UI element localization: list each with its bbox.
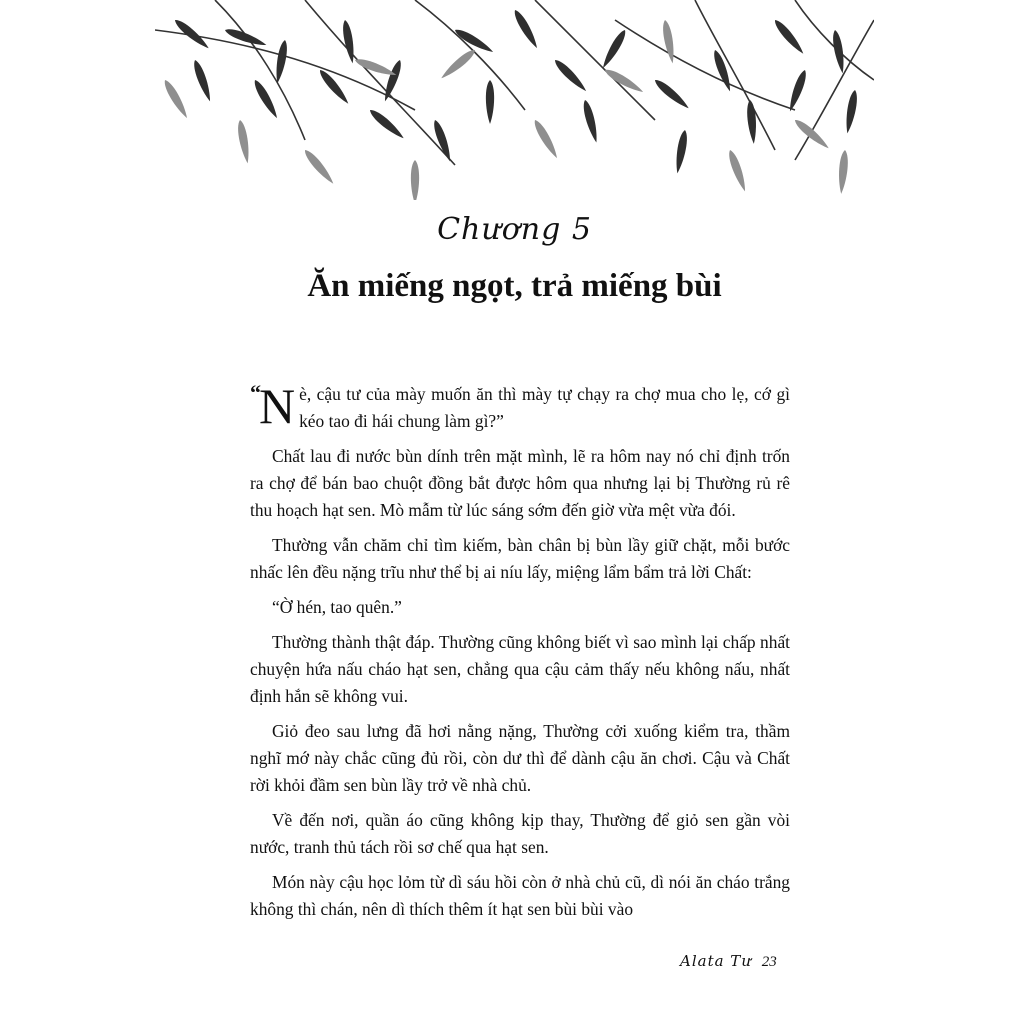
body-text [250,378,790,931]
paragraph-4: “Ờ hén, tao quên.” [272,597,402,617]
paragraph-1-text: è, cậu tư của mày muốn ăn thì mày tự chạy ra chợ mua cho lẹ, cớ gì kéo tao đi hái chung làm gì?” [299,384,790,431]
bamboo-leaves-illustration [155,0,874,200]
chapter-title: Ăn miếng ngọt, trả miếng bùi [307,268,722,304]
paragraph-2: Chất lau đi nước bùn dính trên mặt mình, lẽ ra hôm nay nó chỉ định trốn ra chợ để bán bao chuột đồng bắt được hôm qua nhưng lại bị Thường rủ rê thu hoạch hạt sen. Mò mẫm từ lúc sáng sớm đến giờ vừa mệt vừa đói. [250,446,790,520]
paragraph-1 [250,378,790,435]
page-number: 23 [761,954,777,970]
drop-cap-letter: N [259,378,296,434]
paragraph-3: Thường vẫn chăm chỉ tìm kiếm, bàn chân bị bùn lầy giữ chặt, mỗi bước nhấc lên đều nặng trĩu như thể bị ai níu lấy, miệng lẩm bẩm trả lời Chất: [250,535,790,582]
opening-quote-mark: “ [250,380,261,405]
paragraph-8: Món này cậu học lỏm từ dì sáu hồi còn ở nhà chủ cũ, dì nói ăn cháo trắng không thì chán, nên dì thích thêm ít hạt sen bùi bùi vào [250,872,790,919]
paragraph-6: Giỏ đeo sau lưng đã hơi nằng nặng, Thường cởi xuống kiểm tra, thầm nghĩ mớ này chắc cũng đủ rồi, còn dư thì để dành cậu ăn chơi. Cậu và Chất rời khỏi đầm sen bùn lầy trở về nhà chủ. [250,721,790,795]
book-page [155,0,874,1024]
paragraph-7: Về đến nơi, quần áo cũng không kịp thay, Thường để giỏ sen gần vòi nước, tranh thủ tách rồi sơ chế qua hạt sen. [250,810,790,857]
author-signature: Alata Tư [680,952,752,970]
paragraph-5: Thường thành thật đáp. Thường cũng không biết vì sao mình lại chấp nhất chuyện hứa nấu cháo hạt sen, chẳng qua cậu cảm thấy nếu không nấu, nhất định hắn sẽ không vui. [250,632,790,706]
page-footer [680,952,777,971]
chapter-label: Chương 5 [437,212,592,247]
drop-cap [250,378,296,434]
